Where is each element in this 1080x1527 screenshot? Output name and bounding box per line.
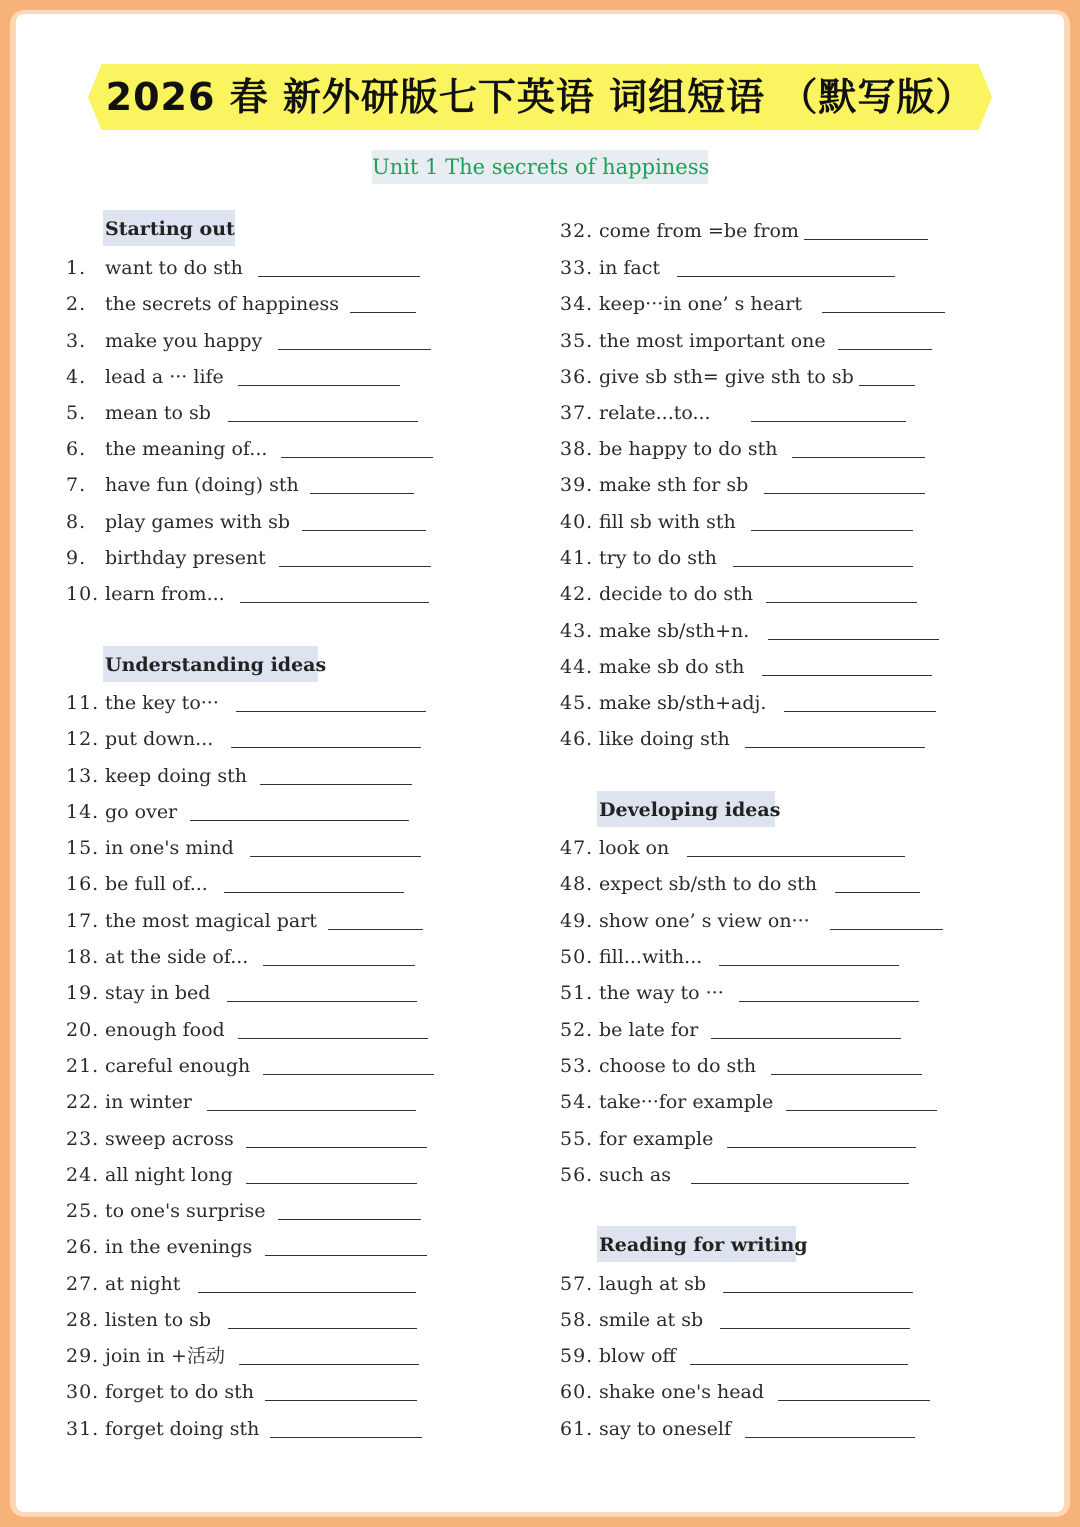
phrase-row bbox=[66, 1269, 420, 1299]
answer-blank[interactable] bbox=[281, 457, 433, 458]
answer-blank[interactable] bbox=[762, 675, 932, 676]
phrase-row bbox=[66, 1377, 421, 1407]
phrase-text: such as bbox=[599, 1164, 671, 1186]
phrase-number: 29. bbox=[66, 1345, 100, 1367]
phrase-text: keep···in one’ s heart bbox=[599, 293, 802, 315]
phrase-row bbox=[66, 1124, 431, 1154]
phrase-text: in fact bbox=[599, 257, 660, 279]
phrase-text: say to oneself bbox=[599, 1418, 731, 1440]
phrase-row bbox=[66, 1160, 421, 1190]
phrase-number: 61. bbox=[560, 1418, 594, 1440]
phrase-number: 24. bbox=[66, 1164, 100, 1186]
phrase-number: 5. bbox=[66, 402, 87, 424]
answer-blank[interactable] bbox=[198, 1292, 416, 1293]
answer-blank[interactable] bbox=[784, 711, 936, 712]
phrase-row bbox=[66, 688, 430, 718]
phrase-text: careful enough bbox=[105, 1055, 251, 1077]
phrase-row bbox=[560, 833, 909, 863]
phrase-number: 12. bbox=[66, 728, 100, 750]
answer-blank[interactable] bbox=[835, 892, 920, 893]
phrase-number: 16. bbox=[66, 873, 100, 895]
phrase-number: 20. bbox=[66, 1019, 100, 1041]
phrase-number: 15. bbox=[66, 837, 100, 859]
section-heading-developing-ideas: Developing ideas bbox=[597, 791, 775, 827]
phrase-row bbox=[560, 724, 929, 754]
phrase-number: 43. bbox=[560, 620, 594, 642]
phrase-number: 48. bbox=[560, 873, 594, 895]
phrase-text: to one's surprise bbox=[105, 1200, 266, 1222]
phrase-row bbox=[66, 1196, 425, 1226]
phrase-text: take···for example bbox=[599, 1091, 774, 1113]
phrase-row bbox=[560, 1269, 917, 1299]
phrase-number: 9. bbox=[66, 547, 87, 569]
answer-blank[interactable] bbox=[733, 566, 913, 567]
phrase-text: learn from... bbox=[105, 583, 225, 605]
phrase-row bbox=[66, 1015, 432, 1045]
phrase-number: 39. bbox=[560, 474, 594, 496]
phrase-row bbox=[560, 1341, 912, 1371]
phrase-text: make you happy bbox=[105, 330, 263, 352]
phrase-row bbox=[560, 688, 940, 718]
phrase-row bbox=[66, 724, 425, 754]
phrase-number: 55. bbox=[560, 1128, 594, 1150]
phrase-text: forget doing sth bbox=[105, 1418, 260, 1440]
phrase-text: for example bbox=[599, 1128, 714, 1150]
phrase-text: be happy to do sth bbox=[599, 438, 778, 460]
phrase-text: stay in bed bbox=[105, 982, 211, 1004]
phrase-number: 30. bbox=[66, 1381, 100, 1403]
phrase-row bbox=[66, 761, 416, 791]
phrase-text: at the side of... bbox=[105, 946, 249, 968]
phrase-text: blow off bbox=[599, 1345, 676, 1367]
answer-blank[interactable] bbox=[711, 1038, 901, 1039]
phrase-text: make sb/sth+adj. bbox=[599, 692, 767, 714]
phrase-number: 6. bbox=[66, 438, 87, 460]
answer-blank[interactable] bbox=[690, 1364, 908, 1365]
answer-blank[interactable] bbox=[278, 349, 431, 350]
phrase-number: 2. bbox=[66, 293, 87, 315]
phrase-number: 14. bbox=[66, 801, 100, 823]
phrase-text: choose to do sth bbox=[599, 1055, 757, 1077]
answer-blank[interactable] bbox=[727, 1147, 916, 1148]
answer-blank[interactable] bbox=[250, 856, 421, 857]
section-heading-reading-for-writing: Reading for writing bbox=[597, 1226, 796, 1262]
phrase-number: 32. bbox=[560, 220, 594, 242]
phrase-row bbox=[66, 1051, 438, 1081]
phrase-number: 26. bbox=[66, 1236, 100, 1258]
phrase-row bbox=[66, 942, 419, 972]
phrase-row bbox=[66, 398, 422, 428]
phrase-number: 54. bbox=[560, 1091, 594, 1113]
phrase-row bbox=[66, 543, 435, 573]
phrase-text: forget to do sth bbox=[105, 1381, 255, 1403]
phrase-row bbox=[560, 216, 932, 246]
phrase-number: 38. bbox=[560, 438, 594, 460]
phrase-row bbox=[66, 579, 433, 609]
answer-blank[interactable] bbox=[766, 602, 917, 603]
answer-blank[interactable] bbox=[228, 421, 418, 422]
phrase-row bbox=[66, 326, 435, 356]
phrase-text: expect sb/sth to do sth bbox=[599, 873, 818, 895]
answer-blank[interactable] bbox=[231, 747, 421, 748]
answer-blank[interactable] bbox=[263, 1074, 434, 1075]
answer-blank[interactable] bbox=[265, 1255, 427, 1256]
answer-blank[interactable] bbox=[236, 711, 426, 712]
phrase-text: have fun (doing) sth bbox=[105, 474, 299, 496]
phrase-text: try to do sth bbox=[599, 547, 717, 569]
phrase-number: 40. bbox=[560, 511, 594, 533]
answer-blank[interactable] bbox=[190, 820, 409, 821]
phrase-number: 35. bbox=[560, 330, 594, 352]
phrase-text: mean to sb bbox=[105, 402, 211, 424]
answer-blank[interactable] bbox=[240, 602, 429, 603]
answer-blank[interactable] bbox=[258, 276, 420, 277]
phrase-row bbox=[560, 1087, 941, 1117]
section-heading-starting-out: Starting out bbox=[103, 210, 235, 246]
phrase-row bbox=[560, 652, 936, 682]
phrase-text: the most important one bbox=[599, 330, 826, 352]
phrase-number: 49. bbox=[560, 910, 594, 932]
phrase-number: 8. bbox=[66, 511, 87, 533]
answer-blank[interactable] bbox=[238, 1038, 428, 1039]
phrase-text: be late for bbox=[599, 1019, 699, 1041]
phrase-number: 22. bbox=[66, 1091, 100, 1113]
answer-blank[interactable] bbox=[739, 1001, 919, 1002]
phrase-row bbox=[66, 434, 437, 464]
phrase-row bbox=[66, 833, 425, 863]
phrase-number: 10. bbox=[66, 583, 100, 605]
answer-blank[interactable] bbox=[768, 639, 939, 640]
phrase-text: sweep across bbox=[105, 1128, 234, 1150]
phrase-text: make sth for sb bbox=[599, 474, 749, 496]
answer-blank[interactable] bbox=[260, 784, 412, 785]
phrase-row bbox=[560, 978, 923, 1008]
phrase-row bbox=[560, 1414, 919, 1444]
phrase-number: 37. bbox=[560, 402, 594, 424]
phrase-text: listen to sb bbox=[105, 1309, 212, 1331]
phrase-row bbox=[560, 579, 921, 609]
phrase-number: 53. bbox=[560, 1055, 594, 1077]
phrase-number: 58. bbox=[560, 1309, 594, 1331]
phrase-text: look on bbox=[599, 837, 670, 859]
phrase-number: 27. bbox=[66, 1273, 100, 1295]
phrase-number: 1. bbox=[66, 257, 87, 279]
phrase-text: lead a ··· life bbox=[105, 366, 224, 388]
phrase-number: 50. bbox=[560, 946, 594, 968]
phrase-text: decide to do sth bbox=[599, 583, 753, 605]
phrase-text: join in +活动 bbox=[105, 1345, 225, 1367]
phrase-number: 17. bbox=[66, 910, 100, 932]
phrase-row bbox=[66, 507, 430, 537]
answer-blank[interactable] bbox=[227, 1001, 417, 1002]
phrase-number: 11. bbox=[66, 692, 100, 714]
answer-blank[interactable] bbox=[228, 1328, 417, 1329]
phrase-text: fill sb with sth bbox=[599, 511, 736, 533]
phrase-number: 41. bbox=[560, 547, 594, 569]
phrase-text: give sb sth= give sth to sb bbox=[599, 366, 854, 388]
phrase-text: make sb/sth+n. bbox=[599, 620, 750, 642]
phrase-text: go over bbox=[105, 801, 178, 823]
answer-blank[interactable] bbox=[830, 929, 943, 930]
phrase-number: 45. bbox=[560, 692, 594, 714]
phrase-row bbox=[560, 434, 929, 464]
phrase-row bbox=[66, 289, 420, 319]
answer-blank[interactable] bbox=[792, 457, 925, 458]
answer-blank[interactable] bbox=[263, 965, 415, 966]
phrase-number: 25. bbox=[66, 1200, 100, 1222]
answer-blank[interactable] bbox=[238, 385, 400, 386]
phrase-row bbox=[560, 1124, 920, 1154]
phrase-number: 28. bbox=[66, 1309, 100, 1331]
phrase-row bbox=[560, 906, 947, 936]
answer-blank[interactable] bbox=[751, 530, 913, 531]
answer-blank[interactable] bbox=[278, 1219, 421, 1220]
phrase-number: 51. bbox=[560, 982, 594, 1004]
phrase-row bbox=[560, 507, 917, 537]
phrase-text: enough food bbox=[105, 1019, 225, 1041]
phrase-number: 52. bbox=[560, 1019, 594, 1041]
phrase-text: fill...with... bbox=[599, 946, 703, 968]
phrase-text: the key to··· bbox=[105, 692, 219, 714]
phrase-number: 21. bbox=[66, 1055, 100, 1077]
phrase-number: 46. bbox=[560, 728, 594, 750]
phrase-row bbox=[66, 253, 424, 283]
phrase-text: all night long bbox=[105, 1164, 233, 1186]
phrase-text: put down... bbox=[105, 728, 214, 750]
phrase-text: the meaning of... bbox=[105, 438, 268, 460]
phrase-row bbox=[560, 253, 899, 283]
answer-blank[interactable] bbox=[786, 1110, 937, 1111]
phrase-number: 42. bbox=[560, 583, 594, 605]
phrase-text: birthday present bbox=[105, 547, 266, 569]
answer-blank[interactable] bbox=[246, 1147, 427, 1148]
answer-blank[interactable] bbox=[302, 530, 426, 531]
phrase-text: want to do sth bbox=[105, 257, 243, 279]
phrase-text: play games with sb bbox=[105, 511, 291, 533]
phrase-row bbox=[560, 470, 929, 500]
phrase-number: 47. bbox=[560, 837, 594, 859]
phrase-text: at night bbox=[105, 1273, 181, 1295]
answer-blank[interactable] bbox=[270, 1437, 422, 1438]
phrase-row bbox=[560, 869, 924, 899]
answer-blank[interactable] bbox=[691, 1183, 909, 1184]
phrase-number: 4. bbox=[66, 366, 87, 388]
phrase-number: 36. bbox=[560, 366, 594, 388]
phrase-text: make sb do sth bbox=[599, 656, 745, 678]
phrase-number: 7. bbox=[66, 474, 87, 496]
phrase-number: 56. bbox=[560, 1164, 594, 1186]
phrase-number: 31. bbox=[66, 1418, 100, 1440]
answer-blank[interactable] bbox=[207, 1110, 416, 1111]
phrase-number: 59. bbox=[560, 1345, 594, 1367]
phrase-row bbox=[560, 616, 943, 646]
answer-blank[interactable] bbox=[778, 1400, 930, 1401]
phrase-row bbox=[66, 978, 421, 1008]
phrase-row bbox=[560, 543, 917, 573]
phrase-row bbox=[560, 1305, 914, 1335]
answer-blank[interactable] bbox=[279, 566, 431, 567]
answer-blank[interactable] bbox=[859, 385, 915, 386]
answer-blank[interactable] bbox=[838, 349, 932, 350]
phrase-row bbox=[66, 1414, 426, 1444]
phrase-row bbox=[560, 1377, 934, 1407]
phrase-row bbox=[66, 869, 408, 899]
phrase-text: the way to ··· bbox=[599, 982, 724, 1004]
phrase-number: 3. bbox=[66, 330, 87, 352]
answer-blank[interactable] bbox=[751, 421, 906, 422]
phrase-row bbox=[66, 797, 413, 827]
phrase-text: in one's mind bbox=[105, 837, 234, 859]
phrase-text: come from =be from bbox=[599, 220, 799, 242]
unit-title: Unit 1 The secrets of happiness bbox=[372, 150, 708, 184]
phrase-row bbox=[560, 362, 919, 392]
phrase-number: 44. bbox=[560, 656, 594, 678]
phrase-text: smile at sb bbox=[599, 1309, 704, 1331]
answer-blank[interactable] bbox=[804, 239, 928, 240]
section-heading-understanding-ideas: Understanding ideas bbox=[103, 646, 318, 682]
phrase-row bbox=[560, 1160, 913, 1190]
answer-blank[interactable] bbox=[246, 1183, 417, 1184]
phrase-number: 18. bbox=[66, 946, 100, 968]
phrase-row bbox=[66, 362, 404, 392]
phrase-row bbox=[560, 1015, 905, 1045]
page-title: 2026 春 新外研版七下英语 词组短语 （默写版） bbox=[105, 75, 975, 119]
answer-blank[interactable] bbox=[677, 276, 895, 277]
phrase-row bbox=[66, 1087, 420, 1117]
phrase-number: 60. bbox=[560, 1381, 594, 1403]
phrase-text: show one’ s view on··· bbox=[599, 910, 810, 932]
answer-blank[interactable] bbox=[720, 1328, 910, 1329]
answer-blank[interactable] bbox=[224, 892, 404, 893]
phrase-text: like doing sth bbox=[599, 728, 730, 750]
phrase-row bbox=[66, 906, 427, 936]
phrase-row bbox=[560, 398, 910, 428]
phrase-text: shake one's head bbox=[599, 1381, 765, 1403]
phrase-text: laugh at sb bbox=[599, 1273, 706, 1295]
phrase-number: 33. bbox=[560, 257, 594, 279]
phrase-text: the secrets of happiness bbox=[105, 293, 340, 315]
phrase-row bbox=[560, 942, 903, 972]
answer-blank[interactable] bbox=[719, 965, 899, 966]
phrase-number: 34. bbox=[560, 293, 594, 315]
answer-blank[interactable] bbox=[687, 856, 905, 857]
answer-blank[interactable] bbox=[764, 493, 925, 494]
phrase-text: relate...to... bbox=[599, 402, 711, 424]
phrase-text: in the evenings bbox=[105, 1236, 253, 1258]
phrase-number: 23. bbox=[66, 1128, 100, 1150]
phrase-text: keep doing sth bbox=[105, 765, 247, 787]
answer-blank[interactable] bbox=[822, 312, 945, 313]
phrase-row bbox=[66, 470, 418, 500]
answer-blank[interactable] bbox=[723, 1292, 913, 1293]
phrase-row bbox=[560, 326, 936, 356]
answer-blank[interactable] bbox=[328, 929, 423, 930]
phrase-text: the most magical part bbox=[105, 910, 317, 932]
answer-blank[interactable] bbox=[310, 493, 414, 494]
answer-blank[interactable] bbox=[771, 1074, 922, 1075]
answer-blank[interactable] bbox=[745, 747, 925, 748]
phrase-row bbox=[66, 1341, 423, 1371]
phrase-number: 13. bbox=[66, 765, 100, 787]
phrase-text: be full of... bbox=[105, 873, 208, 895]
phrase-number: 19. bbox=[66, 982, 100, 1004]
answer-blank[interactable] bbox=[265, 1400, 417, 1401]
phrase-number: 57. bbox=[560, 1273, 594, 1295]
answer-blank[interactable] bbox=[745, 1437, 915, 1438]
answer-blank[interactable] bbox=[239, 1364, 419, 1365]
answer-blank[interactable] bbox=[350, 312, 416, 313]
phrase-row bbox=[560, 289, 949, 319]
phrase-text: in winter bbox=[105, 1091, 192, 1113]
phrase-row bbox=[560, 1051, 926, 1081]
phrase-row bbox=[66, 1305, 421, 1335]
phrase-row bbox=[66, 1232, 431, 1262]
